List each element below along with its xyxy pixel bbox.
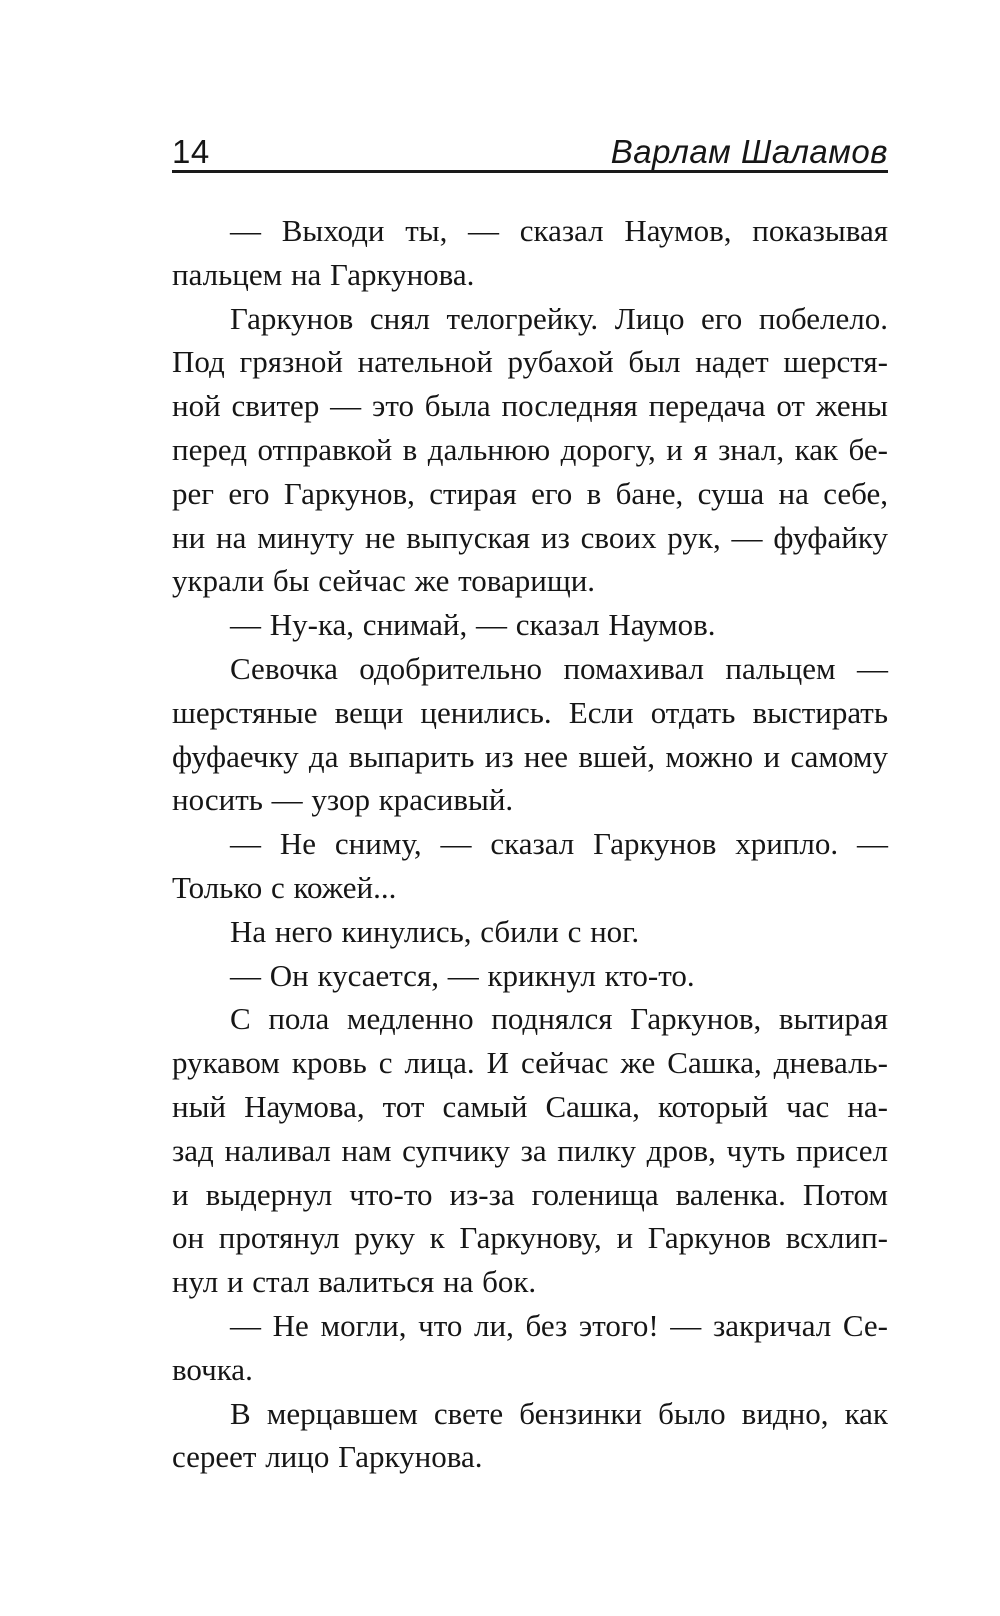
text-line: шерстяные вещи ценились. Если отдать выстирать	[172, 694, 888, 730]
paragraph	[172, 297, 888, 604]
paragraph	[172, 997, 888, 1304]
text-line: ный Наумова, тот самый Сашка, который час на-	[172, 1088, 888, 1124]
paragraph	[172, 822, 888, 910]
text-line: — Не сниму, — сказал Гаркунов хрипло. —	[230, 826, 888, 862]
paragraph	[172, 954, 888, 998]
text-line: рукавом кровь с лица. И сейчас же Сашка, дневаль-	[172, 1045, 888, 1081]
text-line: носить — узор красивый.	[172, 782, 514, 818]
text-line: — Он кусается, — крикнул кто-то.	[230, 957, 695, 993]
text-line: В мерцавшем свете бензинки было видно, как	[230, 1395, 888, 1431]
page-body	[172, 209, 888, 1479]
text-line: — Выходи ты, — сказал Наумов, показывая	[230, 213, 888, 248]
text-line: ни на минуту не выпуская из своих рук, — фуфайку	[172, 519, 888, 555]
text-line: Гаркунов снял телогрейку. Лицо его побелело.	[230, 300, 888, 336]
text-line: На него кинулись, сбили с ног.	[230, 913, 640, 949]
text-line: — Ну-ка, снимай, — сказал Наумов.	[230, 607, 716, 643]
paragraph	[172, 209, 888, 297]
text-line: нул и стал валиться на бок.	[172, 1264, 537, 1300]
text-line: перед отправкой в дальнюю дорогу, и я знал, как бе-	[172, 431, 888, 467]
text-line: ной свитер — это была последняя передача от жены	[172, 388, 888, 424]
text-line: сереет лицо Гаркунова.	[172, 1439, 483, 1475]
paragraph	[172, 910, 888, 954]
text-line: он протянул руку к Гаркунову, и Гаркунов всхлип-	[172, 1220, 888, 1256]
text-line: украли бы сейчас же товарищи.	[172, 563, 596, 599]
page-header	[172, 134, 888, 170]
page-number: 14	[172, 133, 210, 170]
text-line: пальцем на Гаркунова.	[172, 256, 475, 292]
text-line: и выдернул что-то из-за голенища валенка. Потом	[172, 1176, 888, 1212]
paragraph	[172, 1304, 888, 1392]
text-line: — Не могли, что ли, без этого! — закричал Се-	[230, 1307, 888, 1343]
paragraph	[172, 1392, 888, 1480]
running-head-author: Варлам Шаламов	[610, 133, 888, 170]
text-line: рег его Гаркунов, стирая его в бане, суша на себе,	[172, 475, 888, 511]
text-line: вочка.	[172, 1351, 253, 1387]
text-line: С пола медленно поднялся Гаркунов, вытирая	[230, 1001, 888, 1037]
text-line: Севочка одобрительно помахивал пальцем —	[230, 650, 888, 686]
text-line: Под грязной нательной рубахой был надет шерстя-	[172, 344, 888, 380]
header-rule	[172, 170, 888, 173]
paragraph	[172, 603, 888, 647]
text-line: фуфаечку да выпарить из нее вшей, можно и самому	[172, 738, 888, 774]
text-line: зад наливал нам супчику за пилку дров, чуть присел	[172, 1132, 888, 1168]
text-line: Только с кожей...	[172, 869, 397, 905]
paragraph	[172, 647, 888, 822]
